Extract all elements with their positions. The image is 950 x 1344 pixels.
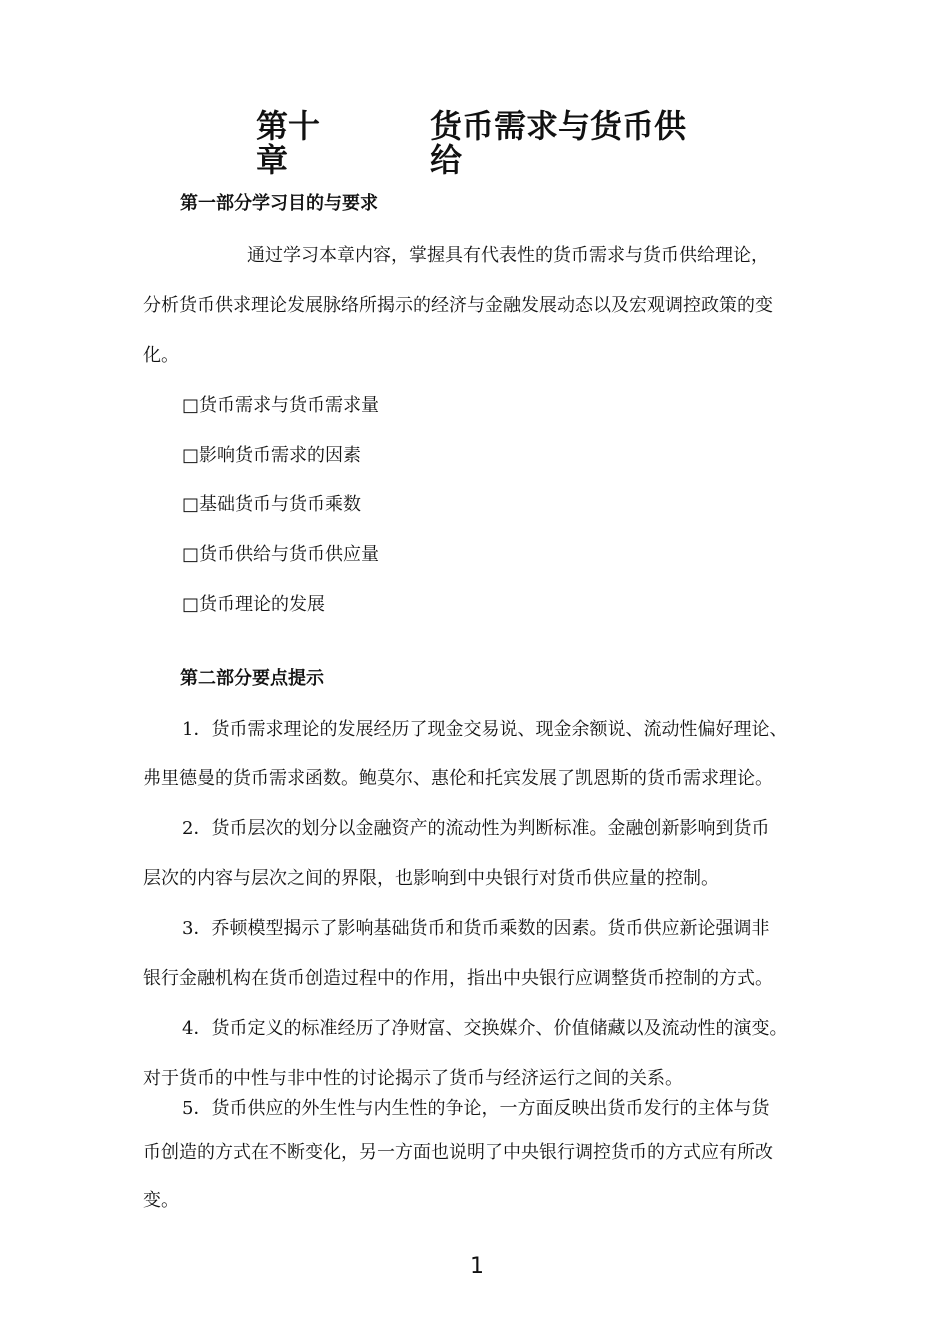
objective-item: □影响货币需求的因素 [182, 445, 362, 466]
chapter-title-line1: 货币需求与货币供 [430, 107, 687, 145]
key-point-line: 2．货币层次的划分以金融资产的流动性为判断标准。金融创新影响到货币 [182, 818, 770, 839]
key-point-line: 5．货币供应的外生性与内生性的争论，一方面反映出货币发行的主体与货 [182, 1098, 770, 1119]
key-point-line: 4．货币定义的标准经历了净财富、交换媒介、价值储藏以及流动性的演变。 [182, 1018, 788, 1039]
chapter-title-line2: 给 [430, 141, 463, 179]
key-point-line: 弗里德曼的货币需求函数。鲍莫尔、惠伦和托宾发展了凯恩斯的货币需求理论。 [143, 768, 773, 789]
page-number: 1 [470, 1254, 484, 1279]
key-point-line: 3．乔顿模型揭示了影响基础货币和货币乘数的因素。货币供应新论强调非 [182, 918, 770, 939]
key-point-line: 对于货币的中性与非中性的讨论揭示了货币与经济运行之间的关系。 [143, 1068, 683, 1089]
objective-item: □基础货币与货币乘数 [182, 494, 362, 515]
section-heading-part1: 第一部分学习目的与要求 [180, 193, 378, 214]
chapter-number-line1: 第十 [256, 107, 321, 145]
objective-item: □货币需求与货币需求量 [182, 395, 380, 416]
key-point-line: 层次的内容与层次之间的界限，也影响到中央银行对货币供应量的控制。 [143, 868, 719, 889]
chapter-number-line2: 章 [256, 141, 289, 179]
intro-line: 通过学习本章内容，掌握具有代表性的货币需求与货币供给理论， [247, 245, 769, 266]
section-heading-part2: 第二部分要点提示 [180, 668, 324, 689]
key-point-line: 币创造的方式在不断变化，另一方面也说明了中央银行调控货币的方式应有所改 [143, 1142, 773, 1163]
key-point-line: 变。 [143, 1190, 179, 1211]
intro-line: 分析货币供求理论发展脉络所揭示的经济与金融发展动态以及宏观调控政策的变 [143, 295, 773, 316]
intro-line: 化。 [143, 345, 179, 366]
key-point-line: 银行金融机构在货币创造过程中的作用，指出中央银行应调整货币控制的方式。 [143, 968, 773, 989]
objective-item: □货币理论的发展 [182, 594, 326, 615]
key-point-line: 1．货币需求理论的发展经历了现金交易说、现金余额说、流动性偏好理论、 [182, 719, 788, 740]
objective-item: □货币供给与货币供应量 [182, 544, 380, 565]
